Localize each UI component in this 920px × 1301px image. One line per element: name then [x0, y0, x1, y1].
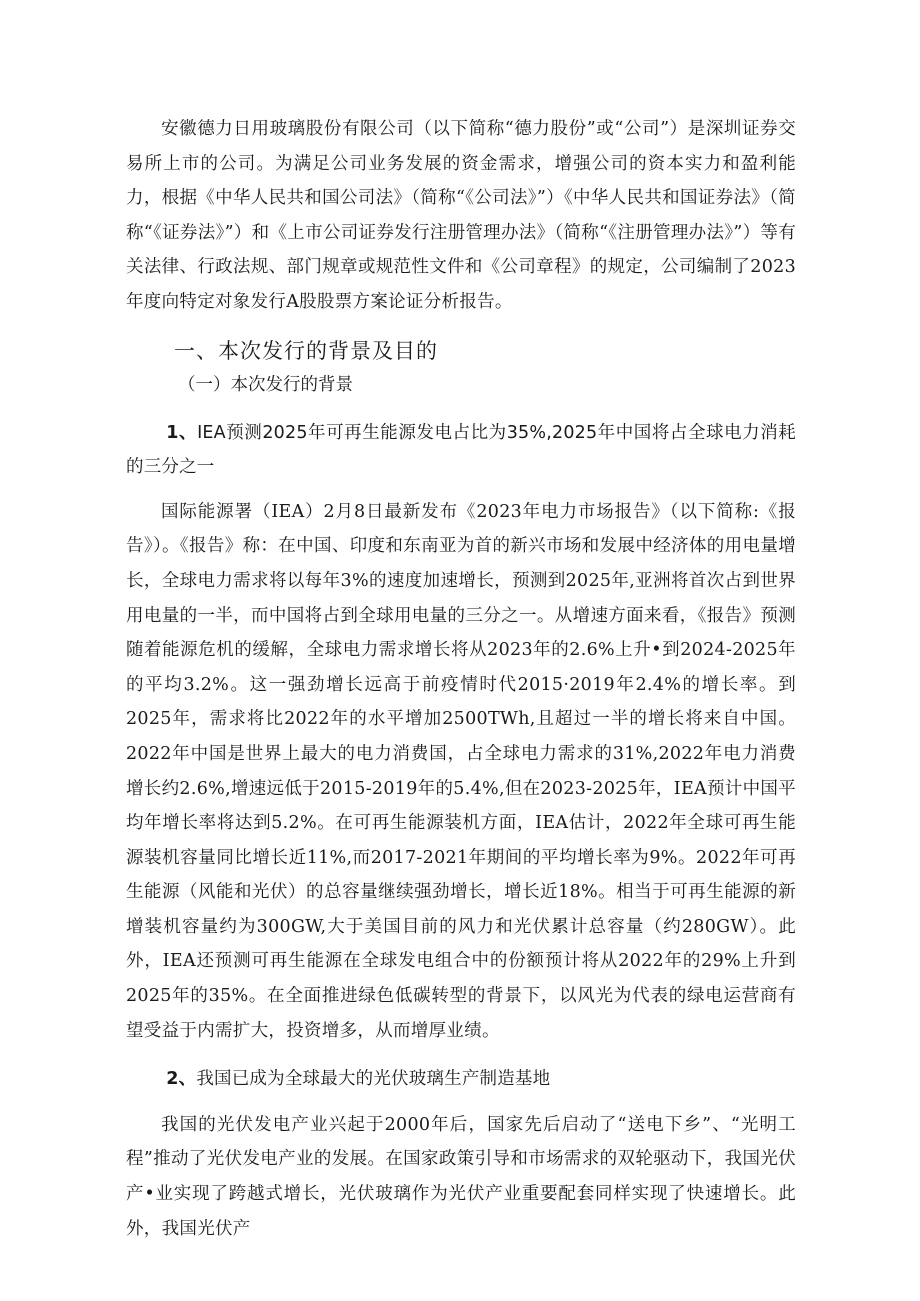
subsection-heading: （一）本次发行的背景 [178, 374, 353, 395]
item-1-title: IEA预测2025年可再生能源发电占比为35%,2025年中国将占全球电力消耗的三分之一 [126, 422, 796, 478]
item-1-heading [126, 416, 796, 485]
section-heading: 一、本次发行的背景及目的 [174, 338, 438, 363]
item-2-title: 我国已成为全球最大的光伏玻璃生产制造基地 [196, 1069, 551, 1090]
item-2-heading [126, 1062, 796, 1097]
item-1-number: 1、 [166, 422, 198, 443]
item-2-paragraph: 我国的光伏发电产业兴起于2000年后，国家先后启动了“送电下乡”、“光明工程”推动了光伏发电产业的发展。在国家政策引导和市场需求的双轮驱动下，我国光伏产•业实现了跨越式增长，光伏玻璃作为光伏产业重要配套同样实现了快速增长。此外，我国光伏产 [126, 1114, 796, 1239]
item-2-number: 2、 [166, 1069, 197, 1090]
intro-paragraph: 安徽德力日用玻璃股份有限公司（以下简称“德力股份”或“公司”）是深圳证券交易所上市的公司。为满足公司业务发展的资金需求，增强公司的资本实力和盈利能力，根据《中华人民共和国公司法》（简称“《公司法》”）《中华人民共和国证券法》（简称“《证券法》”）和《上市公司证券发行注册管理办法》（简称“《注册管理办法》”）等有关法律、行政法规、部门规章或规范性文件和《公司章程》的规定，公司编制了2023年度向特定对象发行A股股票方案论证分析报告。 [126, 119, 796, 312]
item-1-paragraph: 国际能源署（IEA）2月8日最新发布《2023年电力市场报告》（以下简称:《报告》）。《报告》称：在中国、印度和东南亚为首的新兴市场和发展中经济体的用电量增长，全球电力需求将以每年3%的速度加速增长，预测到2025年,亚洲将首次占到世界用电量的一半，而中国将占到全球用电量的三分之一。从增速方面来看，《报告》预测随着能源危机的缓解，全球电力需求增长将从2023年的2.6%上升•到2024-2025年的平均3.2%。这一强劲增长远高于前疫情时代2015·2019年2.4%的增长率。到2025年，需求将比2022年的水平增加2500TWh,且超过一半的增长将来自中国。2022年中国是世界上最大的电力消费国，占全球电力需求的31%,2022年电力消费增长约2.6%,增速远低于2015-2019年的5.4%,但在2023-2025年，IEA预计中国平均年增长率将达到5.2%。在可再生能源装机方面，IEA估计，2022年全球可再生能源装机容量同比增长近11%,而2017-2021年期间的平均增长率为9%。2022年可再生能源（风能和光伏）的总容量继续强劲增长，增长近18%。相当于可再生能源的新增装机容量约为300GW,大于美国目前的风力和光伏累计总容量（约280GW）。此外，IEA还预测可再生能源在全球发电组合中的份额预计将从2022年的29%上升到2025年的35%。在全面推进绿色低碳转型的背景下，以风光为代表的绿电运营商有望受益于内需扩大，投资增多，从而增厚业绩。 [126, 501, 796, 1041]
document-page [126, 112, 796, 1246]
